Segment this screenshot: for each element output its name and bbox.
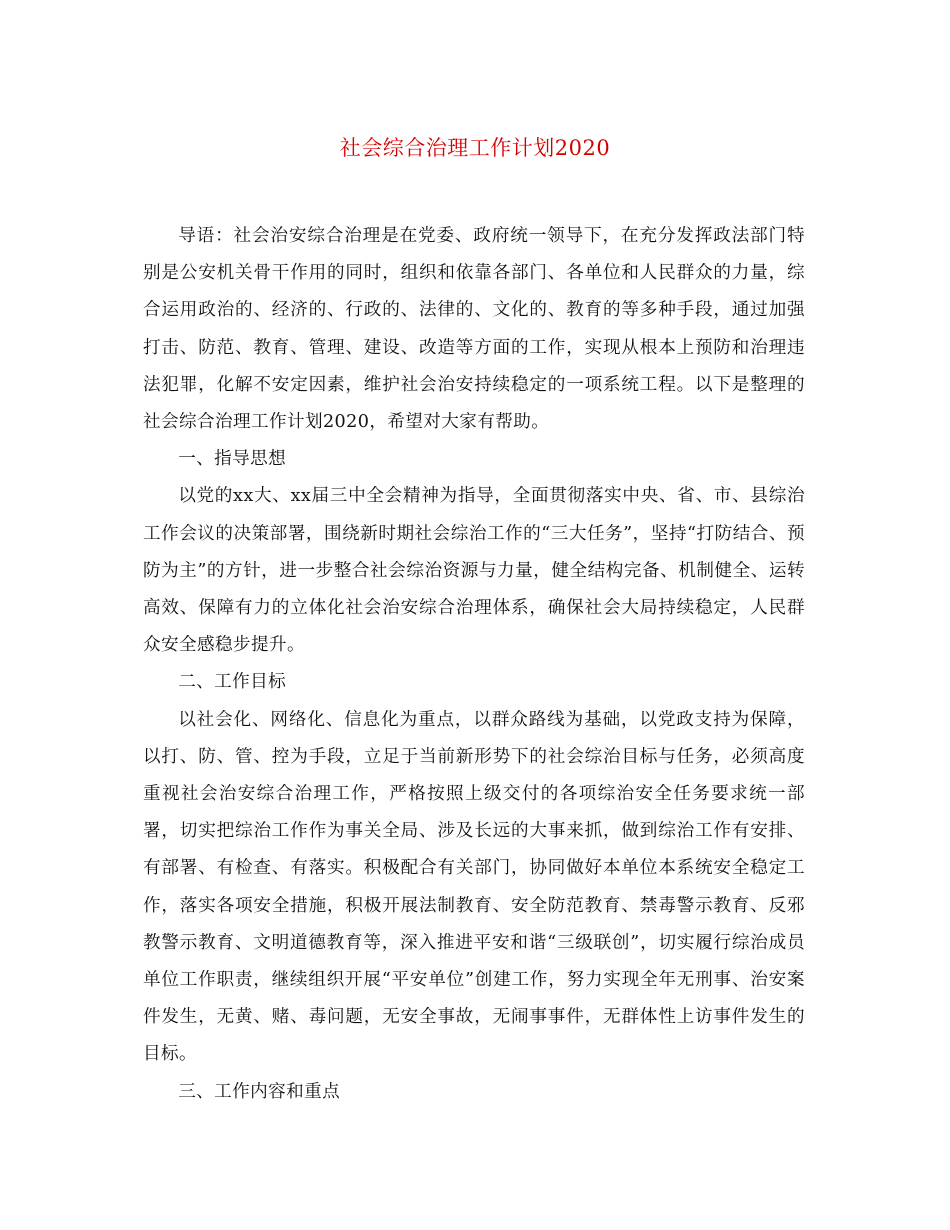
- section-heading-guiding-ideology: 一、指导思想: [178, 449, 287, 470]
- document-body: [143, 218, 805, 1111]
- section-heading-work-goals: 二、工作目标: [178, 672, 287, 693]
- document-title: 社会综合治理工作计划2020: [339, 136, 611, 160]
- guiding-ideology-paragraph: 以党的xx大、xx届三中全会精神为指导，全面贯彻落实中央、省、市、县综治工作会议的决策部署，围绕新时期社会综治工作的“三大任务”，坚持“打防结合、预防为主”的方针，进一步整合社会综治资源与力量，健全结构完备、机制健全、运转高效、保障有力的立体化社会治安综合治理体系，确保社会大局持续稳定，人民群众安全感稳步提升。: [143, 486, 805, 656]
- intro-paragraph: 导语：社会治安综合治理是在党委、政府统一领导下，在充分发挥政法部门特别是公安机关骨干作用的同时，组织和依靠各部门、各单位和人民群众的力量，综合运用政治的、经济的、行政的、法律的、文化的、教育的等多种手段，通过加强打击、防范、教育、管理、建设、改造等方面的工作，实现从根本上预防和治理违法犯罪，化解不安定因素，维护社会治安持续稳定的一项系统工程。以下是整理的社会综合治理工作计划2020，希望对大家有帮助。: [143, 226, 805, 433]
- section-heading-work-content: 三、工作内容和重点: [178, 1081, 341, 1102]
- work-goals-paragraph: 以社会化、网络化、信息化为重点，以群众路线为基础，以党政支持为保障，以打、防、管、控为手段，立足于当前新形势下的社会综治目标与任务，必须高度重视社会治安综合治理工作，严格按照上级交付的各项综治安全任务要求统一部署，切实把综治工作作为事关全局、涉及长远的大事来抓，做到综治工作有安排、有部署、有检查、有落实。积极配合有关部门，协同做好本单位本系统安全稳定工作，落实各项安全措施，积极开展法制教育、安全防范教育、禁毒警示教育、反邪教警示教育、文明道德教育等，深入推进平安和谐“三级联创”，切实履行综治成员单位工作职责，继续组织开展“平安单位”创建工作，努力实现全年无刑事、治安案件发生，无黄、赌、毒问题，无安全事故，无闹事事件，无群体性上访事件发生的目标。: [143, 709, 805, 1065]
